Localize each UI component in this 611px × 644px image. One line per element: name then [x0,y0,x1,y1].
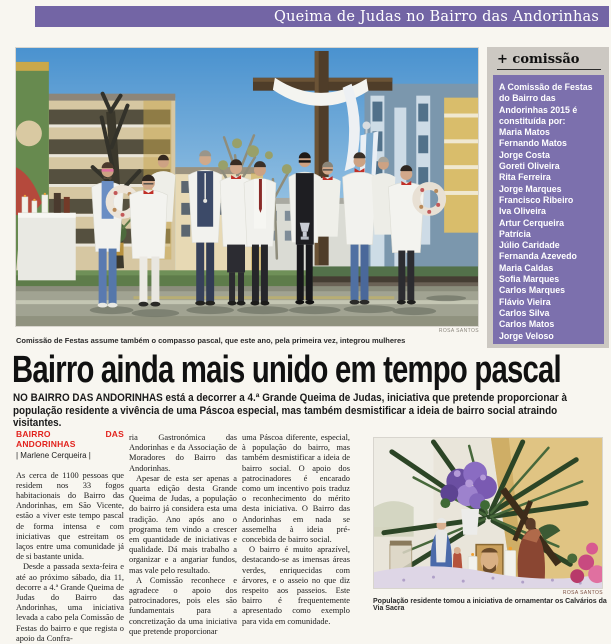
article-paragraph: uma Páscoa diferente, especial, à população do bairro, mas também desmistificar a ideia de bairro social. O apoio dos patrocinadores é encarado como um incentivo pois traduz o reconhecimento do mérito desta iniciativa. O Bairro das Andorinhas em nada se assemelha à ideia pré-concebida de bairro social. [242,433,350,545]
standfirst-leadin: NO BAIRRO DAS ANDORINHAS [13,392,163,404]
commission-member: Goreti Oliveira [499,161,560,172]
commission-members [499,127,598,342]
article-byline: | Marlene Cerqueira | [16,451,91,461]
bottom-photo [373,437,603,589]
commission-member: Júlio Caridade [499,240,560,251]
standfirst-text: está a decorrer a 4.ª Grande Queima de Judas, iniciativa que pretende proporcionar à população residente a vivência de uma Páscoa especial, mas também desmistificar a ideia de bairro social atraindo visitantes. [13,392,568,429]
commission-member: Jorge Veloso [499,330,554,341]
article-paragraph: Apesar de esta ser apenas a quarta edição desta Grande Queima de Judas, a população do bairro já considera esta uma tradição. Ano após ano o programa tem vindo a crescer em quantidade de iniciativas e qualidade. Dá mais trabalho a organizar e a angariar fundos, mas vale pelo resultado. [129,473,237,575]
article-column-1 [16,429,124,644]
section-banner [35,6,609,27]
commission-member: Carlos Marques [499,285,565,296]
section-banner-label: Queima de Judas no Bairro das Andorinhas [274,8,599,25]
article-paragraph: A Comissão reconhece e agradece o apoio dos patrocinadores, pois eles são fundamentais para a concretização da uma iniciativa que pretende proporcionar [129,575,237,636]
commission-member: Francisco Ribeiro [499,194,574,205]
bottom-photo-credit: ROSA SANTOS [562,590,603,596]
commission-member: Maria Caldas [499,262,554,273]
main-photo-credit: ROSA SANTOS [438,328,479,334]
commission-member: Fernanda Azevedo [499,251,577,262]
main-photo [15,47,479,327]
article-paragraph: Desde a passada sexta-feira e até ao próximo sábado, dia 11, decorre a 4.ª Grande Queima de Judas do Bairro das Andorinhas, uma iniciativa levada a cabo pela Comissão de Festas do bairro e que regista o apoio da Confra- [16,562,124,643]
article-column-3 [242,433,350,627]
article-column-1-text [16,471,124,644]
commission-member: Jorge Marques [499,183,562,194]
bottom-photo-caption: População residente tomou a iniciativa de ornamentar os Calvários da Via Sacra [373,598,607,612]
commission-member: Patrícia [499,228,531,239]
article-paragraph: O bairro é muito aprazível, destacando-se as imensas áreas verdes, enriquecidas com árvores, e o asseio no que diz respeito aos passeios. Este bairro é frequentemente apresentado como exemplo para vida em comunidade. [242,545,350,626]
commission-sidebar [487,47,609,348]
commission-member: Jorge Costa [499,149,550,160]
main-photo-caption: Comissão de Festas assume também o compasso pascal, que este ano, pela primeira vez, integrou mulheres [16,336,406,345]
article-paragraph: ria Gastronómica das Andorinhas e da Associação de Moradores do Bairro das Andorinhas. [129,433,237,473]
commission-member: Carlos Silva [499,307,550,318]
headline [12,349,611,391]
commission-member: Sofia Marques [499,274,560,285]
commission-member: Fernando Matos [499,138,567,149]
commission-member: Flávio Vieira [499,296,551,307]
commission-member: Iva Oliveira [499,206,546,217]
commission-intro: A Comissão de Festas do Bairro das Andorinhas 2015 é constituída por: [499,82,593,126]
bottom-photo-illustration [374,438,602,588]
headline-text: Bairro ainda mais unido em tempo pascal [12,349,561,391]
article-paragraph: As cerca de 1100 pessoas que residem nos 33 fogos habitacionais do Bairro das Andorinhas, em São Vicente, estão a viver este tempo pascal de forma intensa e com iniciativas que estreitam os laços entre uma comunidade já de si bastante unida. [16,470,124,562]
article-kicker: BAIRRO DAS ANDORINHAS [16,429,124,450]
sidebar-title: + comissão [497,52,601,70]
commission-box [493,75,604,344]
standfirst [13,392,600,430]
commission-member: Carlos Matos [499,319,555,330]
commission-member: Rita Ferreira [499,172,551,183]
commission-member: Artur Cerqueira [499,217,565,228]
article-header [16,429,124,462]
main-photo-illustration [16,48,478,326]
article-column-2 [129,433,237,637]
commission-member: Maria Matos [499,127,550,138]
